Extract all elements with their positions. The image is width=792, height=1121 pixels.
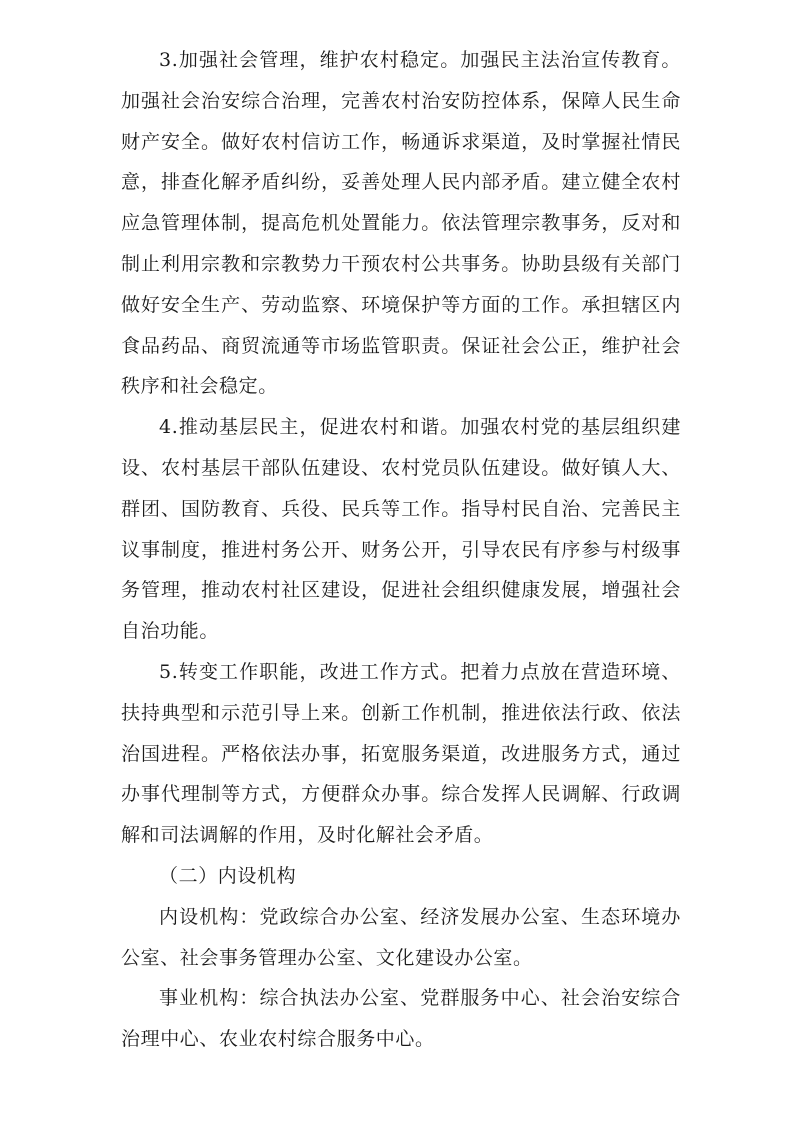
paragraph-grassroots-democracy: 4.推动基层民主，促进农村和谐。加强农村党的基层组织建设、农村基层干部队伍建设、农村党员队伍建设。做好镇人大、群团、国防教育、兵役、民兵等工作。指导村民自治、完善民主议事制度，推进村务公开、财务公开，引导农民有序参与村级事务管理，推动农村社区建设，促进社会组织健康发展，增强社会自治功能。 xyxy=(121,416,681,643)
paragraph-internal-units: 内设机构：党政综合办公室、经济发展办公室、生态环境办公室、社会事务管理办公室、文化建设办公室。 xyxy=(121,905,681,969)
paragraph-public-institutions: 事业机构：综合执法办公室、党群服务中心、社会治安综合治理中心、农业农村综合服务中心。 xyxy=(121,987,681,1051)
section-heading: （二）内设机构 xyxy=(159,864,297,887)
paragraph-work-functions: 5.转变工作职能，改进工作方式。把着力点放在营造环境、扶持典型和示范引导上来。创新工作机制，推进依法行政、依法治国进程。严格依法办事，拓宽服务渠道，改进服务方式，通过办事代理制等方式，方便群众办事。综合发挥人民调解、行政调解和司法调解的作用，及时化解社会矛盾。 xyxy=(121,660,681,847)
document-page xyxy=(121,40,681,1060)
paragraph-social-management: 3.加强社会管理，维护农村稳定。加强民主法治宣传教育。加强社会治安综合治理，完善农村治安防控体系，保障人民生命财产安全。做好农村信访工作，畅通诉求渠道，及时掌握社情民意，排查化解矛盾纠纷，妥善处理人民内部矛盾。建立健全农村应急管理体制，提高危机处置能力。依法管理宗教事务，反对和制止利用宗教和宗教势力干预农村公共事务。协助县级有关部门做好安全生产、劳动监察、环境保护等方面的工作。承担辖区内食品药品、商贸流通等市场监管职责。保证社会公正，维护社会秩序和社会稳定。 xyxy=(121,49,681,398)
